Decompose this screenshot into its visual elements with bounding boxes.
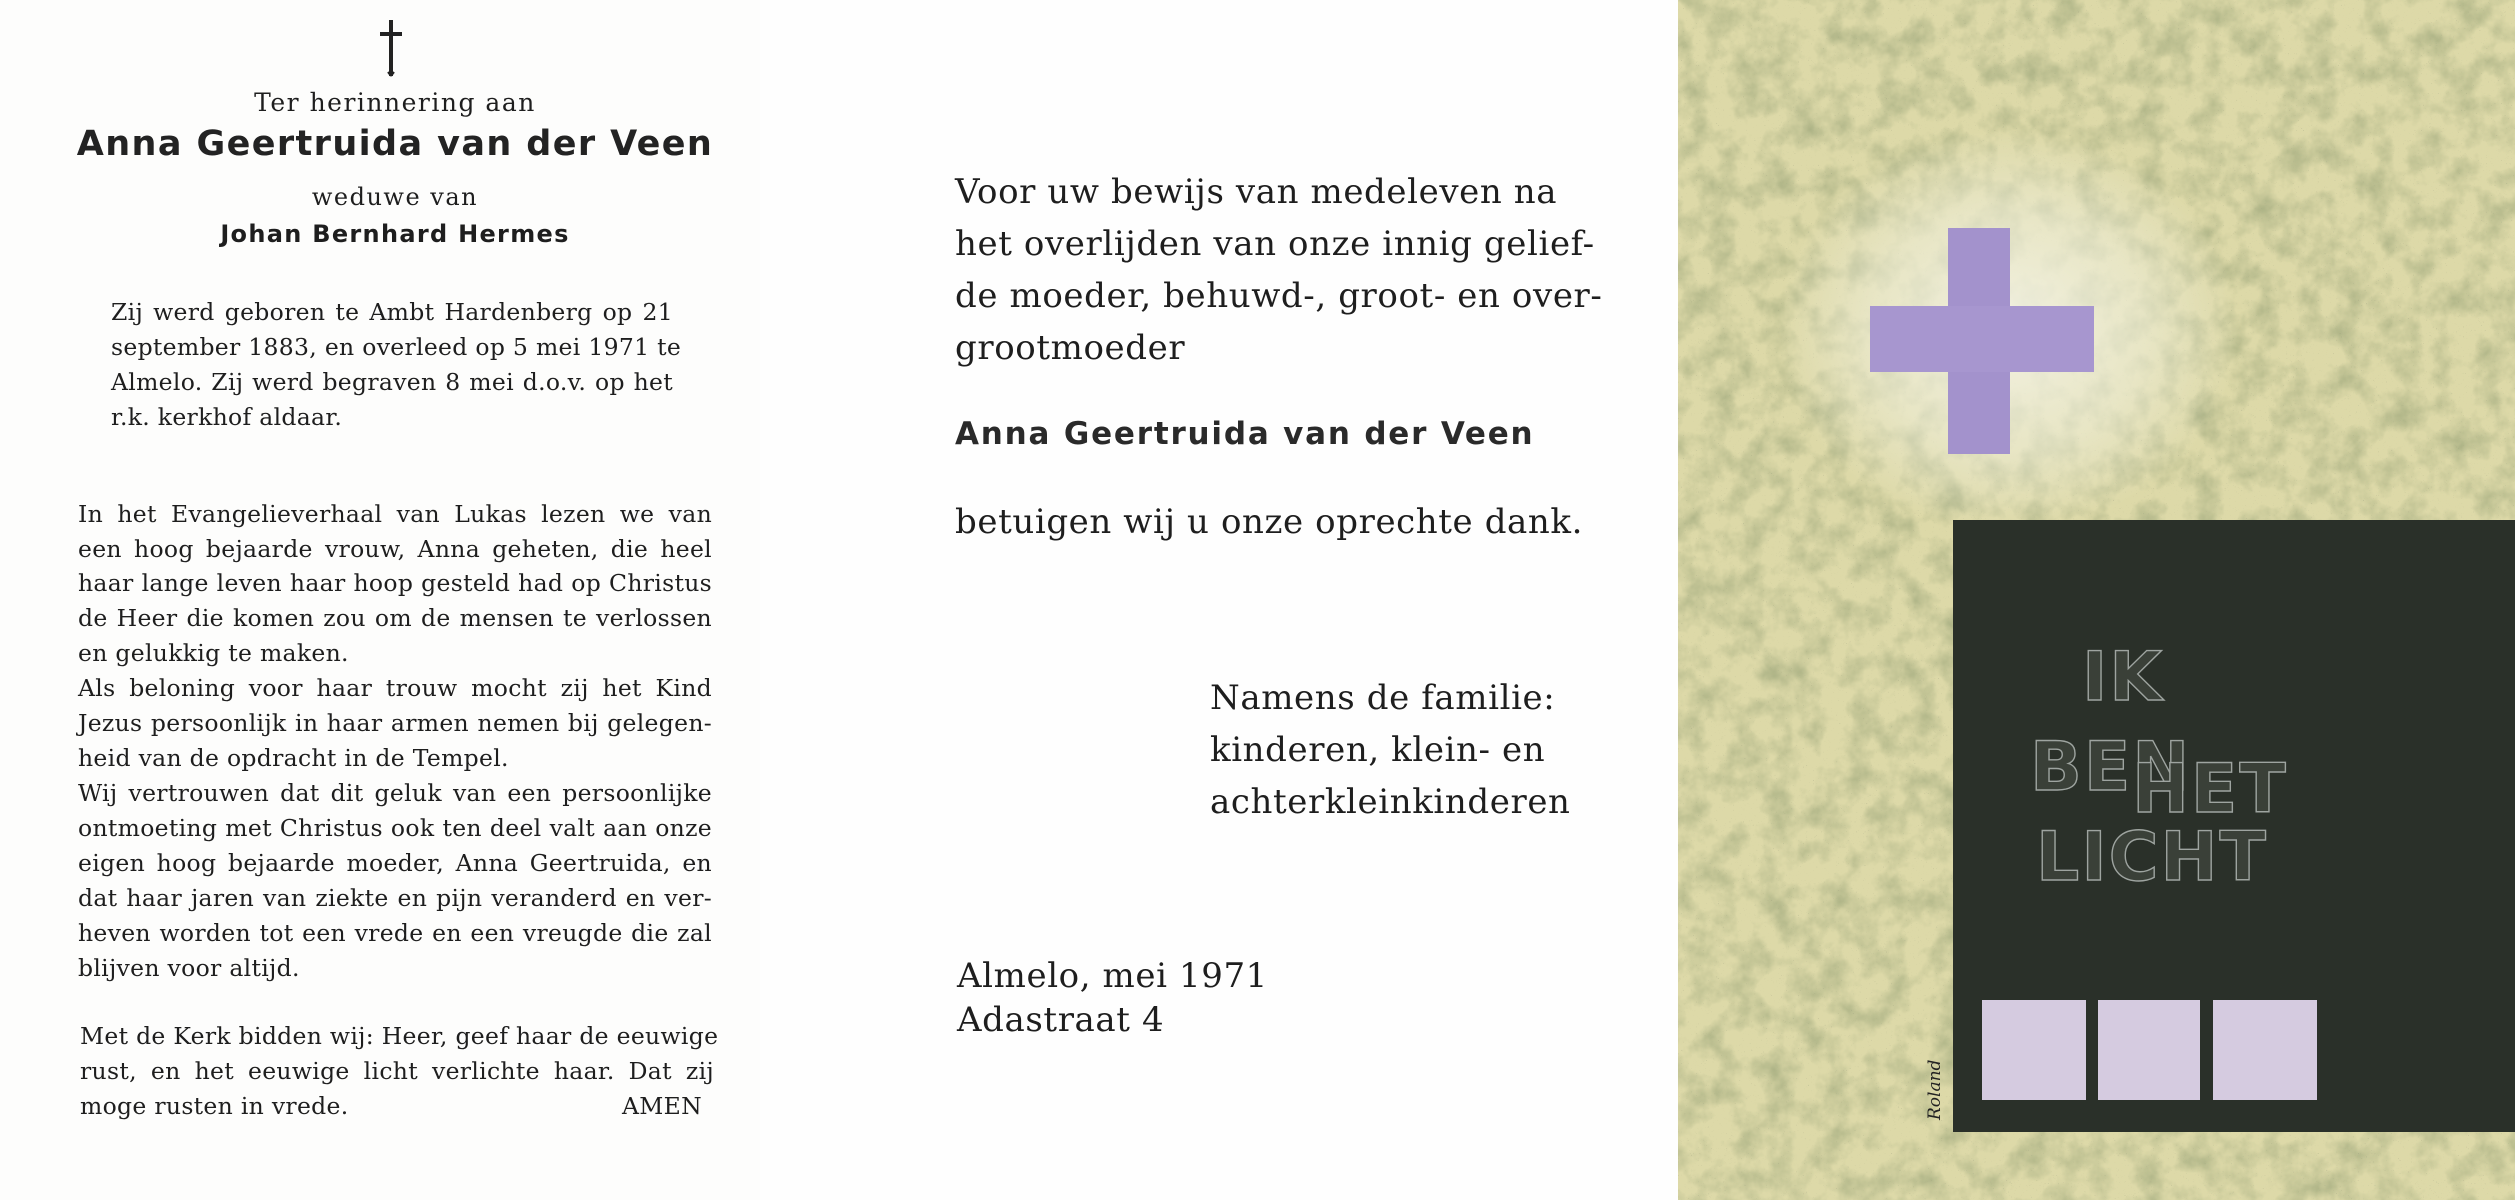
text-line: haar lange leven haar hoop gesteld had op Christus bbox=[78, 569, 712, 597]
memorial-card-middle-page bbox=[760, 0, 1678, 1200]
bio-line: september 1883, en overleed op 5 mei 1971 te bbox=[111, 333, 682, 361]
artwork-word: LICHT bbox=[2036, 818, 2268, 897]
thanks-line: grootmoeder bbox=[955, 328, 1186, 368]
text-line: Wij vertrouwen dat dit geluk van een persoonlijke bbox=[78, 779, 712, 807]
text-line: Jezus persoonlijk in haar armen nemen bij gelegen- bbox=[78, 709, 712, 737]
thanks-line: de moeder, behuwd-, groot- en over- bbox=[955, 276, 1603, 316]
text-line: blijven voor altijd. bbox=[78, 954, 300, 982]
prayer-line: moge rusten in vrede. bbox=[80, 1092, 349, 1120]
artwork-image bbox=[1678, 0, 2515, 1200]
text-line: In het Evangelieverhaal van Lukas lezen we van bbox=[78, 500, 712, 528]
deceased-name: Anna Geertruida van der Veen bbox=[76, 124, 714, 164]
text-line: en gelukkig te maken. bbox=[78, 639, 349, 667]
husband-name: Johan Bernhard Hermes bbox=[220, 220, 570, 248]
artist-signature: Roland bbox=[1925, 1059, 1945, 1120]
address: Adastraat 4 bbox=[957, 1000, 1165, 1040]
intro-line: Ter herinnering aan bbox=[254, 88, 536, 117]
text-line: ontmoeting met Christus ook ten deel valt aan onze bbox=[78, 814, 712, 842]
artwork-panel bbox=[1678, 0, 2515, 1200]
bio-line: Almelo. Zij werd begraven 8 mei d.o.v. op het bbox=[111, 368, 673, 396]
widow-of-line: weduwe van bbox=[311, 183, 479, 211]
prayer-line: rust, en het eeuwige licht verlichte haar. Dat zij bbox=[80, 1057, 714, 1085]
text-line: heven worden tot een vrede en een vreugde die zal bbox=[78, 919, 712, 947]
text-line: Als beloning voor haar trouw mocht zij het Kind bbox=[78, 674, 712, 702]
cross-icon bbox=[373, 18, 409, 78]
family-line: kinderen, klein- en bbox=[1210, 730, 1546, 770]
gratitude-line: betuigen wij u onze oprechte dank. bbox=[955, 502, 1584, 542]
deceased-name-middle: Anna Geertruida van der Veen bbox=[955, 416, 1535, 452]
amen-text: AMEN bbox=[622, 1092, 702, 1120]
family-line: achterkleinkinderen bbox=[1210, 782, 1571, 822]
artwork-word: IK bbox=[2082, 638, 2164, 717]
text-line: een hoog bejaarde vrouw, Anna geheten, die heel bbox=[78, 535, 712, 563]
text-line: de Heer die komen zou om de mensen te verlossen bbox=[78, 604, 712, 632]
artwork-word: HET bbox=[2132, 750, 2288, 829]
artwork-word: BEN bbox=[2030, 728, 2192, 807]
memorial-card-left-page bbox=[0, 0, 760, 1200]
place-date: Almelo, mei 1971 bbox=[957, 956, 1268, 996]
bio-line: r.k. kerkhof aldaar. bbox=[111, 403, 343, 431]
thanks-line: het overlijden van onze innig gelief- bbox=[955, 224, 1595, 264]
light-squares bbox=[1982, 1000, 2317, 1100]
text-line: heid van de opdracht in de Tempel. bbox=[78, 744, 509, 772]
prayer-line: Met de Kerk bidden wij: Heer, geef haar de eeuwige bbox=[80, 1022, 719, 1050]
family-line: Namens de familie: bbox=[1210, 678, 1556, 718]
text-line: eigen hoog bejaarde moeder, Anna Geertruida, en bbox=[78, 849, 712, 877]
bio-line: Zij werd geboren te Ambt Hardenberg op 21 bbox=[111, 298, 673, 326]
thanks-line: Voor uw bewijs van medeleven na bbox=[955, 172, 1558, 212]
text-line: dat haar jaren van ziekte en pijn veranderd en ver- bbox=[78, 884, 712, 912]
